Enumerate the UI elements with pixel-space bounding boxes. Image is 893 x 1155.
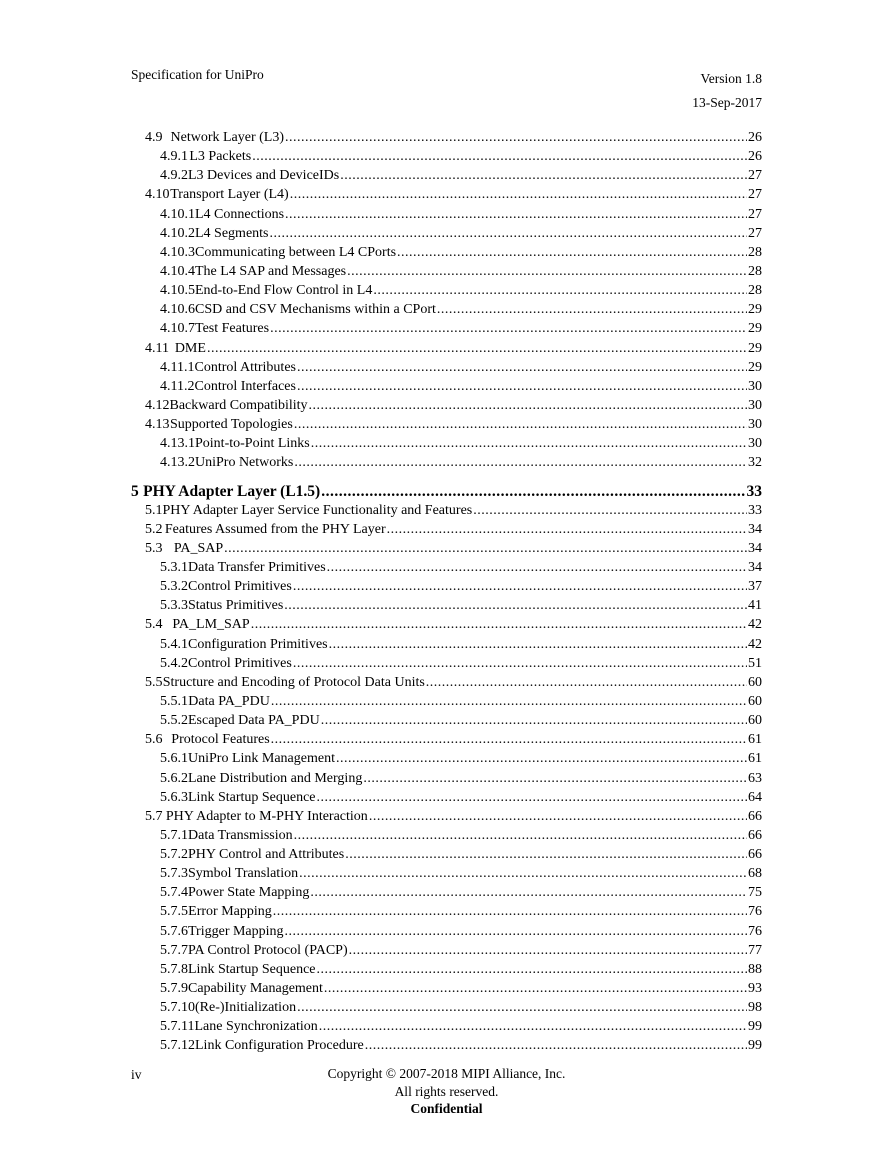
toc-entry-number: 4.13.2 [160,455,195,471]
toc-entry[interactable] [131,522,762,541]
toc-entry-number: 4.10.5 [160,283,195,299]
dot-leader [294,828,747,844]
toc-entry[interactable] [131,637,762,656]
toc-entry[interactable] [131,302,762,321]
toc-entry-title[interactable]: End-to-End Flow Control in L4 [195,283,373,299]
dot-leader [317,790,747,806]
toc-entry-title[interactable]: Lane Synchronization [194,1019,318,1035]
toc-entry[interactable] [131,130,762,149]
toc-entry[interactable] [131,732,762,751]
toc-entry[interactable] [131,828,762,847]
toc-entry-page: 27 [748,206,762,222]
toc-entry-number: 5.7.3 [160,866,188,882]
toc-entry-title[interactable]: UniPro Networks [195,455,294,471]
dot-leader [294,455,747,471]
toc-entry-page: 34 [748,559,762,575]
dot-leader [336,751,747,767]
table-of-contents [131,130,762,1058]
toc-entry-title[interactable]: Link Startup Sequence [188,961,316,977]
toc-entry[interactable] [131,475,762,503]
toc-entry-page: 32 [748,455,762,471]
confidential-label: Confidential [410,1101,483,1116]
toc-entry-page: 29 [748,340,762,356]
toc-entry-page: 34 [748,540,762,556]
toc-entry-number: 5.4.2 [160,655,188,671]
toc-entry-title[interactable]: Supported Topologies [170,417,293,433]
dot-leader [329,637,747,653]
toc-entry-title[interactable]: CSD and CSV Mechanisms within a CPort [195,302,436,318]
toc-entry-number: 5.4 [145,617,163,633]
toc-entry[interactable] [131,904,762,923]
dot-leader [365,1038,747,1054]
toc-entry-number: 4.9.2 [160,168,188,184]
toc-entry-number: 4.13.1 [160,436,195,452]
toc-entry-page: 30 [748,397,762,413]
toc-entry[interactable] [131,579,762,598]
toc-entry[interactable] [131,207,762,226]
toc-entry[interactable] [131,560,762,579]
dot-leader [363,771,747,787]
toc-entry[interactable] [131,713,762,732]
toc-entry-number: 5.1 [145,502,163,518]
toc-entry-number: 4.12 [145,397,170,413]
toc-entry-title[interactable]: Power State Mapping [188,885,310,901]
toc-entry-number: 5.6.1 [160,751,188,767]
dot-leader [271,732,747,748]
toc-entry-page: 28 [748,263,762,279]
toc-entry[interactable] [131,226,762,245]
dot-leader [327,560,747,576]
toc-entry-title[interactable]: PHY Adapter Layer Service Functionality and Features [162,502,473,518]
dot-leader [426,675,747,691]
toc-entry-title[interactable]: L4 Segments [195,225,269,241]
toc-entry-page: 42 [748,617,762,633]
toc-entry-title[interactable]: PHY Adapter Layer (L1.5) [143,482,321,500]
toc-entry-page: 64 [748,789,762,805]
dot-leader [297,1000,747,1016]
toc-entry[interactable] [131,675,762,694]
toc-entry-title[interactable]: Lane Distribution and Merging [188,770,363,786]
toc-entry[interactable] [131,436,762,455]
toc-entry-title[interactable]: Control Primitives [188,579,292,595]
toc-entry[interactable] [131,455,762,474]
toc-entry-number: 5.5 [145,674,163,690]
toc-entry-title[interactable]: Capability Management [188,981,323,997]
toc-entry-page: 41 [748,598,762,614]
toc-entry-number: 5.3.3 [160,598,188,614]
dot-leader [387,522,747,538]
copyright-text: Copyright © 2007-2018 MIPI Alliance, Inc. [327,1066,566,1081]
toc-entry-number: 4.10 [145,187,170,203]
toc-entry-number: 4.10.4 [160,263,195,279]
toc-entry-page: 34 [748,521,762,537]
toc-entry[interactable] [131,943,762,962]
toc-entry-title[interactable]: PA_LM_SAP [172,617,250,633]
dot-leader [317,962,747,978]
toc-entry-number: 5.4.1 [160,636,188,652]
page-number: iv [131,1067,142,1082]
toc-entry-page: 33 [746,482,762,500]
toc-entry-number: 5.7.10 [160,1000,195,1016]
toc-entry-number: 5.3 [145,540,163,556]
toc-entry-number: 4.9 [145,130,163,145]
dot-leader [437,302,747,318]
toc-entry-title[interactable]: (Re-)Initialization [195,1000,297,1016]
toc-entry[interactable] [131,168,762,187]
dot-leader [285,924,747,940]
toc-entry-page: 66 [748,808,762,824]
dot-leader [293,579,747,595]
toc-entry[interactable] [131,264,762,283]
toc-entry[interactable] [131,847,762,866]
document-date: 13-Sep-2017 [692,95,762,110]
toc-entry-number: 5.7.4 [160,885,188,901]
dot-leader [270,226,748,242]
toc-entry-title[interactable]: Trigger Mapping [188,923,284,939]
dot-leader [273,904,747,920]
toc-entry-title[interactable]: The L4 SAP and Messages [195,263,347,279]
dot-leader [347,264,747,280]
toc-entry-page: 28 [748,244,762,260]
dot-leader [297,360,747,376]
toc-entry-number: 5.7.9 [160,981,188,997]
toc-entry-number: 4.9.1 [160,149,188,165]
toc-entry-page: 68 [748,866,762,882]
toc-entry-number: 5.3.2 [160,579,188,595]
toc-entry-number: 5.5.1 [160,693,188,709]
toc-entry-title[interactable]: Features Assumed from the PHY Layer [164,521,386,537]
toc-entry-page: 29 [748,302,762,318]
toc-entry-number: 5.6.2 [160,770,188,786]
dot-leader [397,245,747,261]
toc-entry-page: 29 [748,359,762,375]
toc-entry-page: 63 [748,770,762,786]
toc-entry-title[interactable]: Control Interfaces [194,378,296,394]
toc-entry-number: 4.10.2 [160,225,195,241]
toc-entry-page: 26 [748,130,762,145]
toc-entry[interactable] [131,751,762,770]
toc-entry[interactable] [131,656,762,675]
toc-entry-title[interactable]: Error Mapping [188,904,272,920]
toc-entry[interactable] [131,885,762,904]
toc-entry-page: 88 [748,961,762,977]
toc-entry-page: 76 [748,923,762,939]
dot-leader [224,541,747,557]
dot-leader [369,809,747,825]
toc-entry[interactable] [131,321,762,340]
toc-entry-title[interactable]: Control Attributes [194,359,296,375]
toc-entry[interactable] [131,341,762,360]
toc-entry[interactable] [131,360,762,379]
dot-leader [373,283,747,299]
toc-entry-number: 5.7.1 [160,827,188,843]
toc-entry-title[interactable]: Data Transfer Primitives [188,559,326,575]
dot-leader [345,847,747,863]
toc-entry-page: 28 [748,283,762,299]
toc-entry-page: 42 [748,636,762,652]
dot-leader [310,885,747,901]
toc-entry-number: 4.13 [145,417,170,433]
toc-entry-number: 5.7.5 [160,904,188,920]
toc-entry-title[interactable]: Configuration Primitives [188,636,328,652]
toc-entry-title[interactable]: Protocol Features [171,732,270,748]
toc-entry-title[interactable]: Escaped Data PA_PDU [188,713,320,729]
toc-entry-number: 5.3.1 [160,559,188,575]
toc-entry-page: 33 [748,502,762,518]
toc-entry[interactable] [131,866,762,885]
toc-entry-number: 5.6 [145,732,163,748]
toc-entry-page: 29 [748,321,762,337]
toc-entry-number: 4.10.1 [160,206,195,222]
toc-entry[interactable] [131,541,762,560]
dot-leader [321,713,747,729]
toc-entry-title[interactable]: L3 Packets [189,149,252,165]
dot-leader [349,943,747,959]
toc-entry-page: 66 [748,847,762,863]
toc-entry-number: 4.10.6 [160,302,195,318]
dot-leader [251,617,747,633]
dot-leader [252,149,747,165]
toc-entry[interactable] [131,694,762,713]
toc-entry-page: 37 [748,579,762,595]
version-block [692,67,762,115]
toc-entry[interactable] [131,1000,762,1019]
toc-entry-title[interactable]: Test Features [195,321,270,337]
toc-entry-number: 4.11 [145,340,169,356]
document-version: Version 1.8 [700,71,762,86]
toc-entry-number: 5.5.2 [160,713,188,729]
page-footer [0,1065,893,1118]
dot-leader [285,207,747,223]
toc-entry-page: 27 [748,168,762,184]
toc-entry-number: 5.7.8 [160,961,188,977]
toc-entry[interactable] [131,187,762,206]
toc-entry[interactable] [131,617,762,636]
toc-entry-title[interactable]: L3 Devices and DeviceIDs [188,168,340,184]
toc-entry-title[interactable]: PHY Control and Attributes [188,847,345,863]
toc-entry[interactable] [131,598,762,617]
toc-entry-title[interactable]: Network Layer (L3) [170,130,285,145]
toc-entry-title[interactable]: DME [174,340,206,356]
dot-leader [324,981,747,997]
toc-entry-title[interactable]: Data PA_PDU [188,693,270,709]
toc-entry-number: 4.11.1 [160,359,195,375]
toc-entry-title[interactable]: Backward Compatibility [169,397,308,413]
document-title: Specification for UniPro [131,67,264,82]
dot-leader [309,398,747,414]
dot-leader [271,694,747,710]
toc-entry-number: 4.10.3 [160,244,195,260]
toc-entry-title[interactable]: Status Primitives [188,598,284,614]
toc-entry-number: 5.2 [145,521,163,537]
toc-entry[interactable] [131,1038,762,1057]
toc-entry-title[interactable]: Communicating between L4 CPorts [195,244,397,260]
dot-leader [473,503,747,519]
toc-entry-number: 5.7.12 [160,1038,195,1054]
toc-entry-page: 76 [748,904,762,920]
toc-entry-page: 30 [748,378,762,394]
toc-entry-page: 66 [748,827,762,843]
dot-leader [299,866,747,882]
toc-entry-page: 30 [748,417,762,433]
toc-entry-page: 99 [748,1038,762,1054]
toc-entry[interactable] [131,503,762,522]
toc-entry-page: 93 [748,981,762,997]
rights-text: All rights reserved. [394,1083,499,1099]
toc-entry-title[interactable]: Point-to-Point Links [195,436,310,452]
toc-entry-title[interactable]: Link Startup Sequence [188,789,316,805]
toc-entry[interactable] [131,771,762,790]
dot-leader [207,341,747,357]
toc-entry-page: 60 [748,713,762,729]
dot-leader [285,130,747,146]
toc-entry-title[interactable]: UniPro Link Management [188,751,335,767]
toc-entry[interactable] [131,149,762,168]
toc-entry-title[interactable]: Data Transmission [188,827,293,843]
toc-entry-number: 5.7 [145,808,163,824]
toc-entry[interactable] [131,924,762,943]
toc-entry-title[interactable]: Control Primitives [188,655,292,671]
toc-entry-number: 5.7.6 [160,923,188,939]
toc-entry-page: 61 [748,751,762,767]
toc-entry-page: 30 [748,436,762,452]
toc-entry-page: 27 [748,187,762,203]
toc-entry-number: 4.11.2 [160,378,195,394]
toc-entry-title[interactable]: Structure and Encoding of Protocol Data Units [162,674,425,690]
dot-leader [284,598,747,614]
toc-entry-title[interactable]: PHY Adapter to M-PHY Interaction [165,808,368,824]
toc-entry[interactable] [131,245,762,264]
dot-leader [293,656,747,672]
toc-entry-page: 26 [748,149,762,165]
toc-entry[interactable] [131,1019,762,1038]
dot-leader [340,168,747,184]
toc-entry-page: 75 [748,885,762,901]
toc-entry[interactable] [131,283,762,302]
toc-entry[interactable] [131,379,762,398]
toc-entry-number: 5.7.7 [160,942,188,958]
toc-entry-page: 60 [748,693,762,709]
toc-entry-page: 51 [748,655,762,671]
toc-entry-title[interactable]: Transport Layer (L4) [170,187,289,203]
toc-entry-title[interactable]: Link Configuration Procedure [195,1038,364,1054]
dot-leader [270,321,747,337]
toc-entry[interactable] [131,398,762,417]
toc-entry-title[interactable]: Symbol Translation [188,866,299,882]
dot-leader [297,379,747,395]
toc-entry[interactable] [131,809,762,828]
toc-entry-title[interactable]: PA_SAP [173,540,224,556]
toc-entry-page: 99 [748,1019,762,1035]
toc-entry-page: 61 [748,732,762,748]
toc-entry-title[interactable]: PA Control Protocol (PACP) [188,942,348,958]
toc-entry[interactable] [131,962,762,981]
dot-leader [319,1019,747,1035]
toc-entry-number: 5.7.11 [160,1019,195,1035]
toc-entry-number: 5.6.3 [160,789,188,805]
toc-entry-title[interactable]: L4 Connections [195,206,285,222]
dot-leader [321,483,745,501]
toc-entry-number: 5.7.2 [160,847,188,863]
dot-leader [290,187,747,203]
toc-entry-number: 4.10.7 [160,321,195,337]
toc-entry-number: 5 [131,482,139,500]
dot-leader [294,417,747,433]
toc-entry[interactable] [131,417,762,436]
toc-entry-page: 98 [748,1000,762,1016]
toc-entry[interactable] [131,981,762,1000]
toc-entry-page: 60 [748,674,762,690]
dot-leader [311,436,747,452]
toc-entry[interactable] [131,790,762,809]
toc-entry-page: 77 [748,942,762,958]
toc-entry-page: 27 [748,225,762,241]
